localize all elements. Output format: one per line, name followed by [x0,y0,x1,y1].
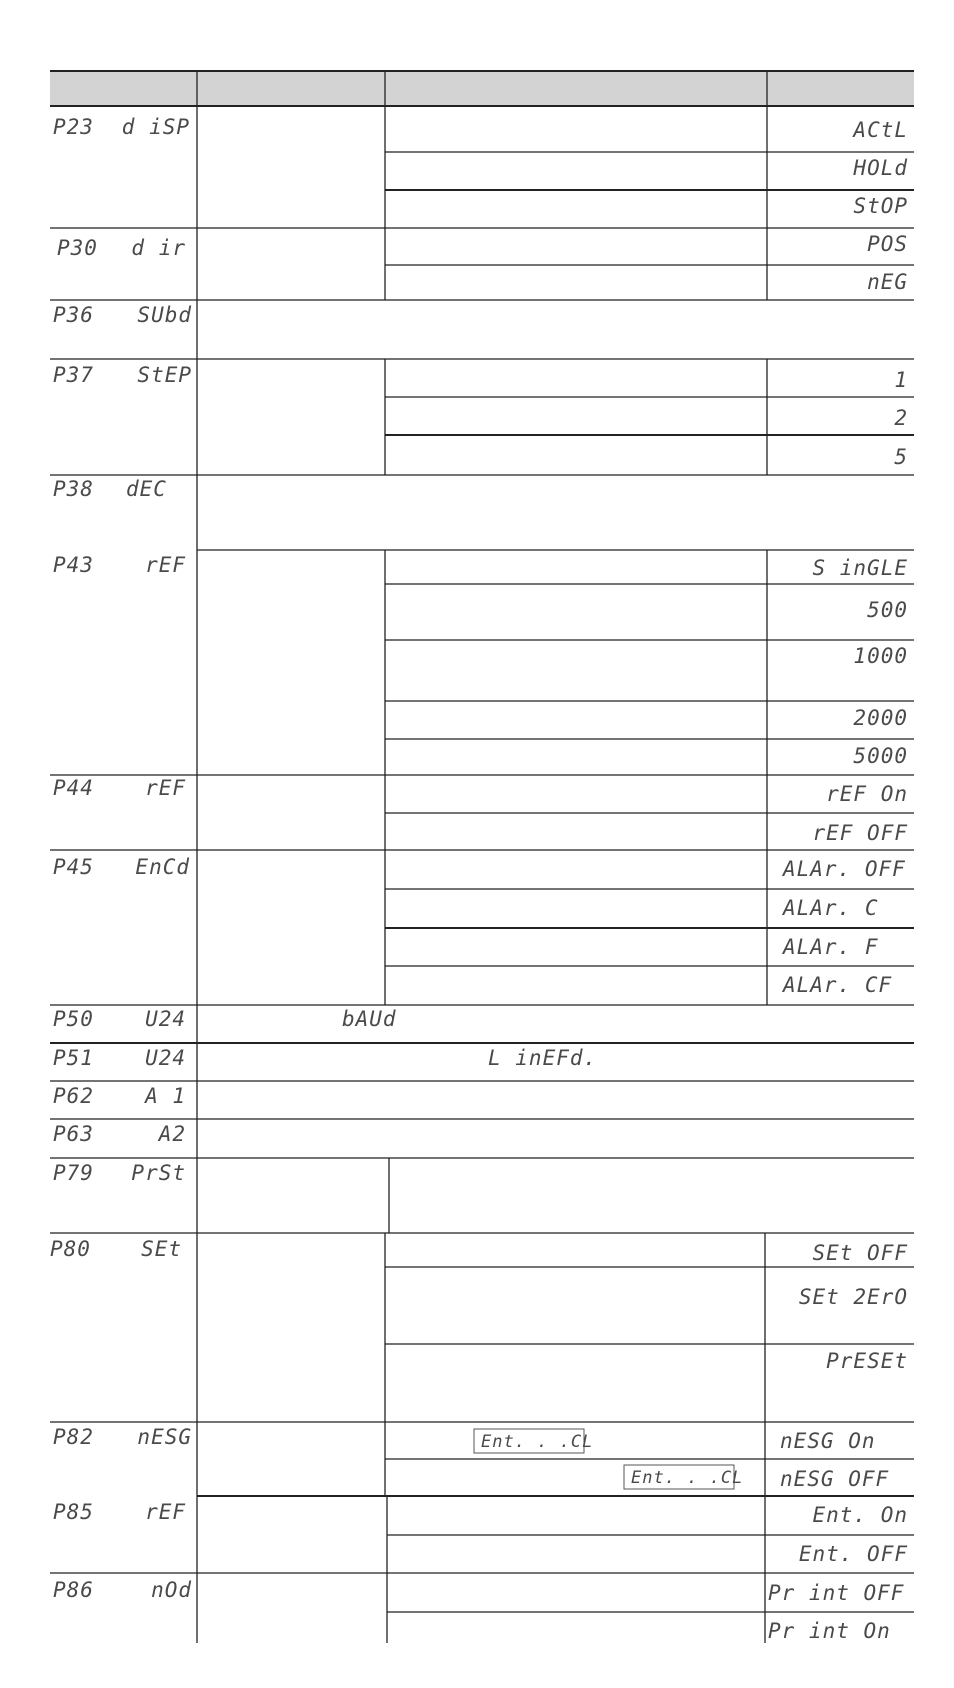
param-code: P51 [53,1046,94,1070]
row-p43 [53,550,914,775]
param-code: P79 [53,1161,94,1185]
param-name: U24 [145,1007,186,1031]
row-p63 [53,1122,186,1146]
param-code: P43 [53,553,94,577]
param-code: P82 [53,1425,94,1449]
param-name: EnCd [135,855,190,879]
param-code: P44 [53,776,94,800]
display-value: S inGLE [812,556,908,580]
row-p80 [50,1233,914,1422]
display-value: ALAr. F [783,935,879,959]
row-p36 [53,303,192,327]
display-value: SEt 2ErO [798,1285,908,1309]
row-p45 [53,850,914,1005]
param-code: P37 [53,363,94,387]
display-value: 1 [894,368,908,392]
param-name: rEF [145,553,186,577]
display-value: rEF On [826,782,908,806]
param-name: dEC [126,477,167,501]
display-value: Ent. On [812,1503,908,1527]
param-name: StEP [137,363,192,387]
param-name: nOd [151,1578,192,1602]
param-code: P80 [50,1237,91,1261]
row-p30 [57,228,914,300]
row-p62 [53,1084,186,1108]
param-code: P63 [53,1122,94,1146]
display-value: 5 [894,445,908,469]
display-box-label: Ent. . .CL [481,1432,594,1452]
display-value: nEG [867,270,908,294]
display-value: Pr int On [768,1619,891,1643]
row-p38 [53,477,167,501]
param-name: A2 [158,1122,186,1146]
display-value: 1000 [853,644,908,668]
row-p85 [53,1496,914,1573]
param-name: d ir [131,236,186,260]
display-value: POS [867,232,908,256]
display-value: HOLd [853,156,908,180]
row-p86 [53,1573,914,1643]
param-code: P85 [53,1500,94,1524]
param-name: SUbd [137,303,192,327]
display-value: rEF OFF [812,821,908,845]
display-value: ALAr. OFF [783,857,906,881]
param-code: P86 [53,1578,94,1602]
display-value: StOP [853,194,908,218]
param-name: rEF [145,776,186,800]
param-name: SEt [141,1237,182,1261]
table-header [50,71,914,106]
display-value: ALAr. CF [783,973,893,997]
display-value: ACtL [853,118,908,142]
param-name: rEF [145,1500,186,1524]
param-name: nESG [137,1425,192,1449]
row-p23 [53,106,914,228]
display-value: nESG OFF [780,1467,890,1491]
display-box-label: Ent. . .CL [631,1468,744,1488]
display-value: Pr int OFF [768,1581,905,1605]
row-p82 [53,1422,914,1496]
row-p50 [53,1007,397,1031]
display-value: Ent. OFF [798,1542,908,1566]
display-value: 500 [867,598,908,622]
display-value: 2000 [853,706,908,730]
param-code: P62 [53,1084,94,1108]
param-code: P30 [57,236,98,260]
param-code: P50 [53,1007,94,1031]
row-p37 [53,359,914,475]
display-value: SEt OFF [812,1241,908,1265]
param-code: P38 [53,477,94,501]
param-code: P36 [53,303,94,327]
param-name: A 1 [145,1084,186,1108]
param-name: U24 [145,1046,186,1070]
row-p44 [53,775,914,850]
display-value: nESG On [780,1429,876,1453]
display-value: PrESEt [826,1349,908,1373]
param-name: PrSt [131,1161,186,1185]
param-name: d iSP [121,115,190,139]
row-p51 [53,1046,597,1070]
param-code: P45 [53,855,94,879]
display-value: ALAr. C [783,896,879,920]
param-code: P23 [53,115,94,139]
inline-display: bAUd [342,1007,397,1031]
inline-display: L inEFd. [488,1046,598,1070]
row-p79 [53,1158,389,1233]
display-value: 5000 [853,744,908,768]
display-value: 2 [894,406,908,430]
